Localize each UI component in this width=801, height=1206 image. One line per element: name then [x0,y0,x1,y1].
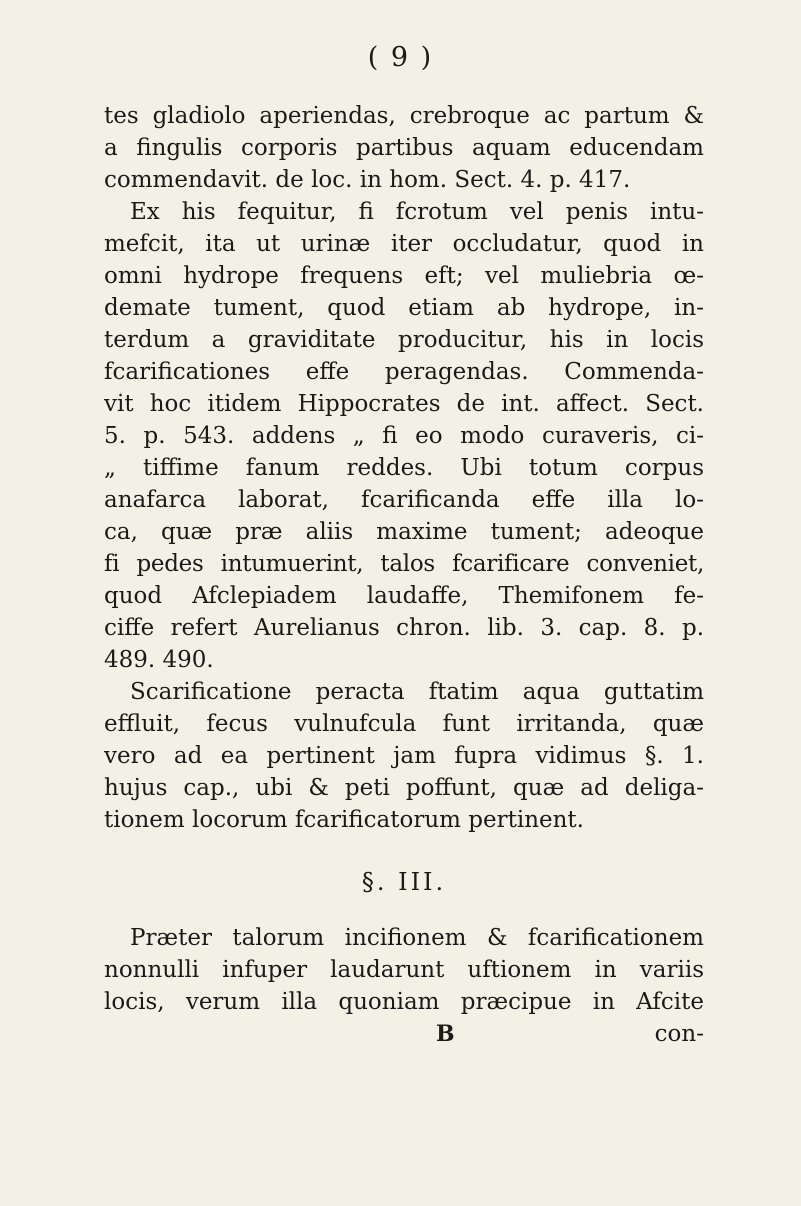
text-line: ciffe refert Aurelianus chron. lib. 3. cap. 8. p. [104,615,704,641]
text-line: terdum a graviditate producitur, his in locis [104,327,704,353]
text-line: fi pedes intumuerint, talos fcarificare conveniet, [104,551,704,577]
text-line: demate tument, quod etiam ab hydrope, in- [104,295,704,321]
text-line: 489. 490. [104,647,214,673]
paragraph-1 [104,100,704,196]
text-line: Ex his fequitur, fi fcrotum vel penis intu- [130,199,704,225]
catchword: con- [654,1021,704,1047]
text-line: 5. p. 543. addens „ fi eo modo curaveris, ci- [104,423,704,449]
text-line: Præter talorum incifionem & fcarificationem [130,925,704,951]
text-line: effluit, fecus vulnufcula funt irritanda, quæ [104,711,704,737]
text-line: fcarificationes effe peragendas. Commenda- [104,359,704,385]
signature-mark: B [436,1021,455,1047]
text-line: nonnulli infuper laudarunt uftionem in variis [104,957,704,983]
text-line: vit hoc itidem Hippocrates de int. affect. Sect. [104,391,704,417]
paragraph-3 [104,676,704,836]
section-heading: §. III. [361,868,447,896]
text-line: hujus cap., ubi & peti poffunt, quæ ad deliga- [104,775,704,801]
text-line: tionem locorum fcarificatorum pertinent. [104,807,584,833]
main-text [104,100,704,1050]
page-number: ( 9 ) [367,42,434,73]
text-line: Scarificatione peracta ftatim aqua guttatim [130,679,704,705]
text-line: quod Afclepiadem laudaffe, Themifonem fe- [104,583,704,609]
text-line: omni hydrope frequens eft; vel muliebria œ- [104,263,704,289]
text-line: locis, verum illa quoniam præcipue in Afcite [104,989,704,1015]
paragraph-2 [104,196,704,676]
page-footer [104,1018,704,1050]
text-line: ca, quæ præ aliis maxime tument; adeoque [104,519,704,545]
text-line: „ tiffime fanum reddes. Ubi totum corpus [104,455,704,481]
text-line: tes gladiolo aperiendas, crebroque ac partum & [104,103,704,129]
text-line: mefcit, ita ut urinæ iter occludatur, quod in [104,231,704,257]
text-line: vero ad ea pertinent jam fupra vidimus §. 1. [104,743,704,769]
paragraph-4 [104,922,704,1018]
text-line: commendavit. de loc. in hom. Sect. 4. p. 417. [104,167,631,193]
text-line: anafarca laborat, fcarificanda effe illa lo- [104,487,704,513]
text-line: a fingulis corporis partibus aquam educendam [104,135,704,161]
